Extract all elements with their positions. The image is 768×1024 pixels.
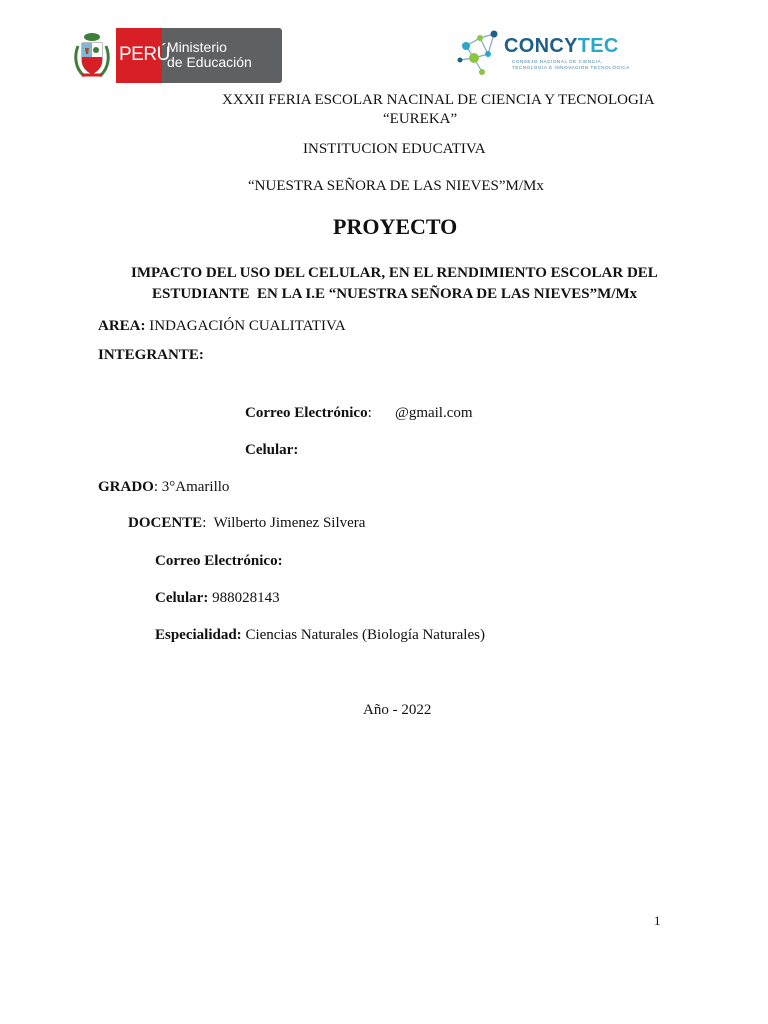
institution-label: INSTITUCION EDUCATIVA [303, 141, 486, 157]
concytec-name [504, 35, 619, 58]
minedu-line-2: de Educación [167, 54, 252, 70]
peru-label: PERÚ [119, 44, 170, 65]
project-title-line-1: IMPACTO DEL USO DEL CELULAR, EN EL RENDIMIENTO ESCOLAR DEL [131, 265, 658, 281]
concytec-name-part1: CONCY [504, 35, 578, 57]
minedu-logo [70, 28, 282, 83]
area-label: AREA: [98, 318, 146, 334]
minedu-line-1: Ministerio [167, 39, 227, 55]
docente-label: DOCENTE [128, 515, 203, 531]
concytec-subtitle-2: TECNOLOGÍA E INNOVACIÓN TECNOLÓGICA [512, 65, 630, 70]
grado-value: : 3°Amarillo [153, 479, 230, 495]
concytec-logo [456, 28, 638, 78]
page-number: 1 [654, 913, 661, 928]
grado-label: GRADO [98, 479, 154, 495]
fair-title-line-1: XXXII FERIA ESCOLAR NACINAL DE CIENCIA Y TECNOLOGIA [222, 92, 655, 108]
teacher-phone-row [155, 590, 280, 607]
fair-title-line-2: “EUREKA” [383, 111, 458, 127]
area-value: INDAGACIÓN CUALITATIVA [145, 318, 346, 334]
institution-name: “NUESTRA SEÑORA DE LAS NIEVES”M/Mx [248, 178, 544, 194]
student-email-value: @gmail.com [395, 405, 473, 421]
docente-row [128, 515, 365, 532]
project-title-line-2: ESTUDIANTE EN LA I.E “NUESTRA SEÑORA DE LAS NIEVES”M/Mx [152, 286, 638, 302]
student-email-colon: : [367, 405, 372, 421]
network-molecule-icon [456, 28, 504, 78]
peru-coat-of-arms-icon [72, 28, 112, 83]
specialty-value: Ciencias Naturales (Biología Naturales) [241, 627, 485, 643]
specialty-row [155, 627, 485, 644]
area-row [98, 318, 346, 335]
teacher-phone-label: Celular: [155, 590, 209, 606]
student-email-row [245, 405, 372, 422]
teacher-email-label: Correo Electrónico: [155, 553, 283, 569]
student-email-label: Correo Electrónico [245, 405, 368, 421]
specialty-label: Especialidad: [155, 627, 242, 643]
concytec-subtitle-1: CONSEJO NACIONAL DE CIENCIA, [512, 59, 603, 64]
integrante-label: INTEGRANTE: [98, 347, 204, 363]
docente-value: : Wilberto Jimenez Silvera [202, 515, 366, 531]
year-label: Año - 2022 [363, 702, 432, 718]
teacher-phone-value: 988028143 [208, 590, 280, 606]
concytec-name-part2: TEC [577, 35, 619, 57]
project-heading: PROYECTO [333, 214, 458, 239]
grado-row [98, 479, 229, 496]
student-phone-label: Celular: [245, 442, 299, 458]
